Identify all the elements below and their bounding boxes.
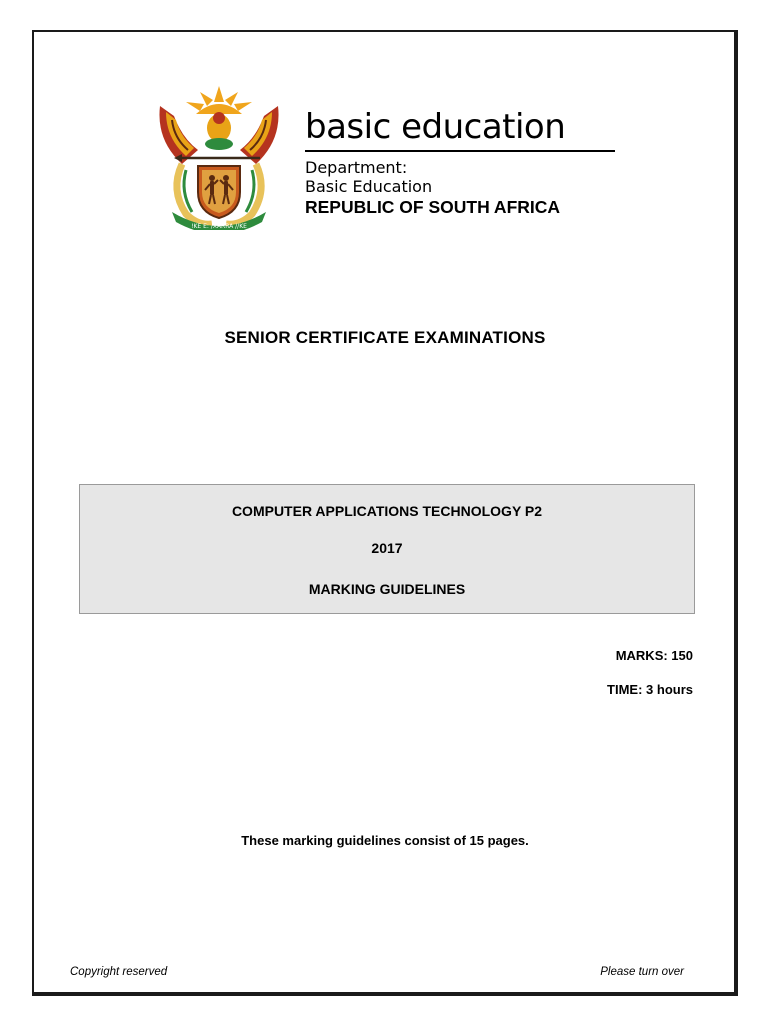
country-name: REPUBLIC OF SOUTH AFRICA (305, 197, 561, 217)
subject-box (79, 484, 695, 614)
exam-year: 2017 (371, 540, 403, 556)
marks-total: MARKS: 150 (615, 648, 693, 663)
time-allowed: TIME: 3 hours (607, 682, 693, 697)
exam-title: SENIOR CERTIFICATE EXAMINATIONS (224, 328, 546, 347)
crest-motto: !KE E: /XARRA //KE (191, 223, 247, 230)
department-label: Department: (305, 158, 408, 177)
coat-of-arms-icon (152, 80, 286, 230)
subject-title: COMPUTER APPLICATIONS TECHNOLOGY P2 (231, 503, 543, 519)
document-type: MARKING GUIDELINES (308, 581, 466, 597)
page-count-note: These marking guidelines consist of 15 pages. (241, 833, 529, 848)
department-name: Basic Education (305, 177, 433, 196)
turn-over-footer: Please turn over (600, 966, 684, 978)
copyright-footer: Copyright reserved (70, 966, 168, 978)
brand-name: basic education (305, 106, 615, 152)
department-logo-text (305, 106, 615, 218)
